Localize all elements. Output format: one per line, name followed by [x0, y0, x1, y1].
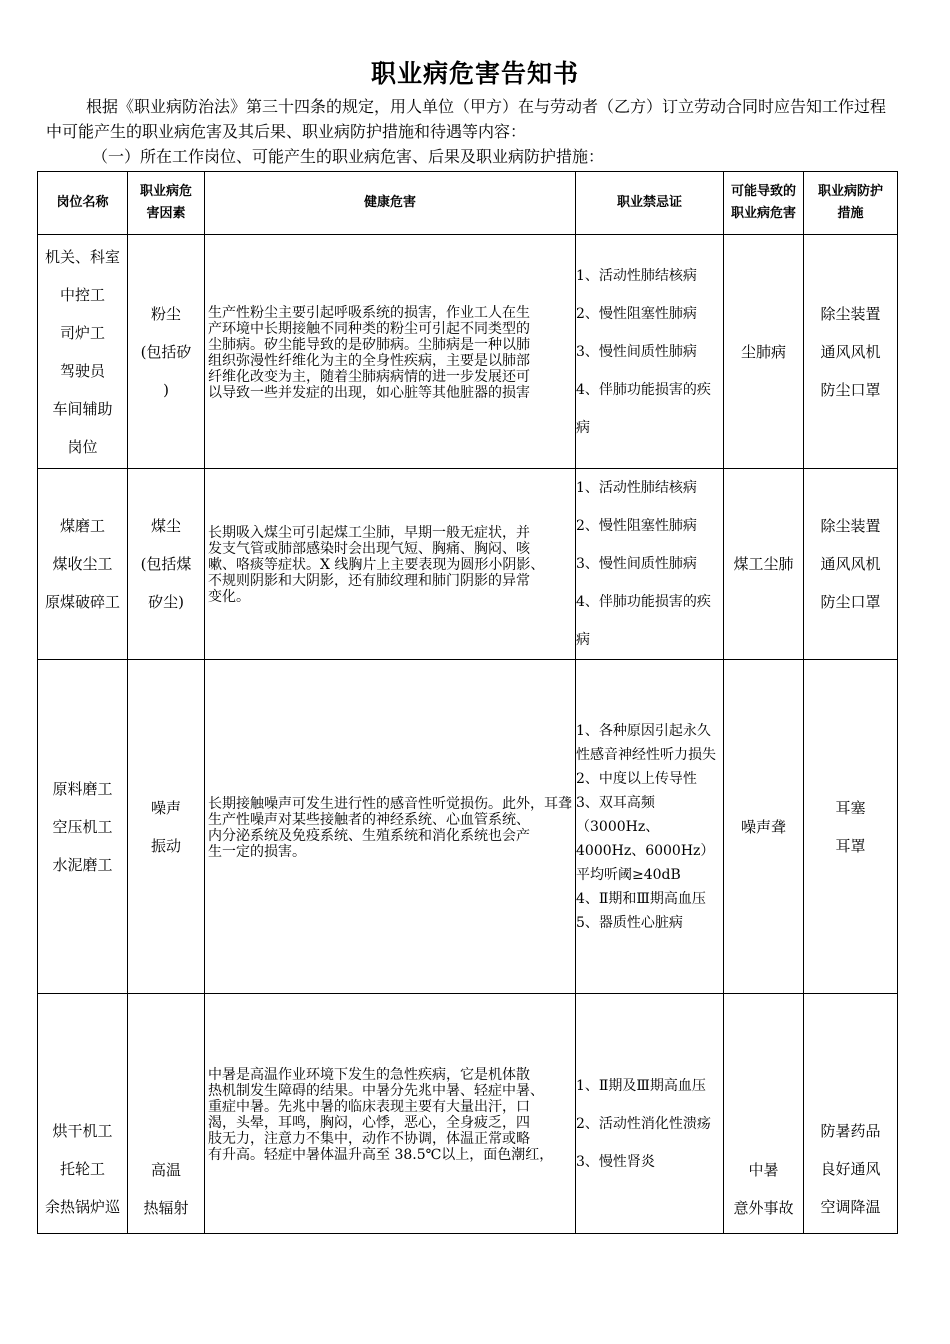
cell-line: 发支气管或肺部感染时会出现气短、胸痛、胸闷、咳 [208, 541, 530, 557]
cell-line: 机关、科室 [44, 247, 120, 266]
header-disease: 可能导致的职业病危害 [724, 172, 804, 235]
factor-cell [128, 994, 205, 1234]
cell-line: ) [163, 380, 169, 399]
cell-line: 生产性噪声对某些接触者的神经系统、心血管系统、 [208, 811, 530, 828]
cell-line: 原煤破碎工 [44, 593, 120, 611]
protection-cell [804, 994, 898, 1234]
cell-line: 1、活动性肺结核病 [576, 267, 697, 284]
cell-line: 3、慢性间质性肺病 [576, 556, 697, 572]
intro-paragraph: 根据《职业病防治法》第三十四条的规定，用人单位（甲方）在与劳动者（乙方）订立劳动合同时应告知工作过程中可能产生的职业病危害及其后果、职业病防护措施和待遇等内容： [46, 97, 887, 141]
cell-line: 中暑是高温作业环境下发生的急性疾病，它是机体散 [208, 1066, 530, 1083]
cell-line: 振动 [150, 836, 181, 855]
cell-line: 3、双耳高频 [576, 794, 655, 811]
cell-line: 通风风机 [820, 342, 881, 361]
cell-line: (包括矽 [140, 342, 192, 361]
cell-line: 矽尘) [148, 593, 184, 611]
cell-line: 热机制发生障碍的结果。中暑分先兆中暑、轻症中暑、 [208, 1082, 544, 1099]
cell-line: 噪声 [150, 798, 181, 817]
cell-line: 中控工 [59, 285, 105, 304]
document-title: 职业病危害告知书 [370, 59, 579, 88]
protection-cell [804, 235, 898, 469]
contraindication-cell [576, 994, 724, 1234]
cell-line: 驾驶员 [59, 361, 105, 380]
contraindication-cell [576, 469, 724, 660]
cell-line: 空调降温 [820, 1197, 881, 1216]
cell-line: 2、活动性消化性溃疡 [576, 1115, 711, 1132]
cell-line: 渴，头晕，耳鸣，胸闷，心悸，恶心，全身疲乏，四 [208, 1114, 530, 1131]
cell-line: 通风风机 [820, 555, 881, 573]
cell-line: 原料磨工 [52, 779, 113, 798]
health-cell [205, 994, 576, 1234]
cell-line: 2、慢性阻塞性肺病 [576, 305, 697, 322]
header-job: 岗位名称 [38, 172, 128, 235]
cell-line: 3、慢性肾炎 [576, 1153, 655, 1170]
cell-line: 司炉工 [59, 323, 105, 342]
cell-line: 2、中度以上传导性 [576, 770, 697, 787]
cell-line: 长期吸入煤尘可引起煤工尘肺，早期一般无症状，并 [208, 525, 530, 541]
contraindication-cell [576, 660, 724, 994]
cell-line: 以导致一些并发症的出现，如心脏等其他脏器的损害 [208, 384, 530, 401]
cell-line: 1、Ⅱ期及Ⅲ期高血压 [576, 1077, 706, 1094]
cell-line: 良好通风 [820, 1159, 881, 1178]
health-cell [205, 235, 576, 469]
job-cell [38, 660, 128, 994]
cell-line: 水泥磨工 [52, 855, 113, 874]
cell-line: 4、Ⅱ期和Ⅲ期高血压 [576, 890, 706, 907]
cell-line: 防尘口罩 [820, 593, 881, 611]
cell-line: 除尘装置 [820, 304, 881, 323]
cell-line: 高温 [150, 1160, 181, 1179]
cell-line: 空压机工 [52, 817, 113, 836]
cell-line: 尘肺病。矽尘能导致的是矽肺病。尘肺病是一种以肺 [208, 336, 530, 353]
cell-line: 防暑药品 [820, 1121, 881, 1140]
table-row [38, 469, 898, 660]
protection-cell [804, 660, 898, 994]
cell-line: 变化。 [208, 589, 250, 605]
factor-cell [128, 660, 205, 994]
section-heading: （一）所在工作岗位、可能产生的职业病危害、后果及职业病防护措施： [92, 147, 605, 166]
cell-line: 内分泌系统及免疫系统、生殖系统和消化系统也会产 [208, 827, 530, 844]
health-cell [205, 469, 576, 660]
cell-line: 产环境中长期接触不同种类的粉尘可引起不同类型的 [208, 320, 530, 337]
cell-line: 托轮工 [59, 1159, 105, 1178]
header-factor: 职业病危害因素 [128, 172, 205, 235]
cell-line: 噪声聋 [740, 817, 786, 836]
cell-line: 意外事故 [733, 1198, 794, 1217]
hazard-table [37, 171, 898, 1234]
header-protection: 职业病防护措施 [804, 172, 898, 235]
job-cell [38, 994, 128, 1234]
contraindication-cell [576, 235, 724, 469]
cell-line: 2、慢性阻塞性肺病 [576, 518, 697, 534]
header-contraindication: 职业禁忌证 [576, 172, 724, 235]
cell-line: 不规则阴影和大阴影，还有肺纹理和肺门阴影的异常 [208, 573, 530, 589]
cell-line: 3、慢性间质性肺病 [576, 343, 697, 360]
cell-line: 余热锅炉巡 [44, 1197, 120, 1216]
cell-line: 煤收尘工 [52, 555, 113, 573]
cell-line: 1、各种原因引起永久性感音神经性听力损失 [576, 722, 716, 763]
cell-line: （3000Hz、4000Hz、6000Hz）平均听阈≥40dB [576, 818, 715, 883]
cell-line: 1、活动性肺结核病 [576, 480, 697, 496]
job-cell [38, 469, 128, 660]
job-cell [38, 235, 128, 469]
cell-line: 煤工尘肺 [733, 555, 794, 573]
cell-line: 生产性粉尘主要引起呼吸系统的损害，作业工人在生 [208, 304, 530, 321]
factor-cell [128, 469, 205, 660]
cell-line: 防尘口罩 [820, 380, 881, 399]
cell-line: 岗位 [67, 437, 98, 456]
cell-line: 尘肺病 [740, 342, 786, 361]
cell-line: 车间辅助 [52, 399, 113, 418]
cell-line: 烘干机工 [52, 1121, 113, 1140]
cell-line: 长期接触噪声可发生进行性的感音性听觉损伤。此外，耳聋 [208, 795, 572, 812]
cell-line: 耳罩 [835, 836, 866, 855]
cell-line: 4、伴肺功能损害的疾病 [576, 381, 711, 436]
table-row [38, 660, 898, 994]
disease-cell [724, 660, 804, 994]
header-health: 健康危害 [205, 172, 576, 235]
cell-line: 肢无力，注意力不集中，动作不协调，体温正常或略 [208, 1130, 530, 1147]
cell-line: 4、伴肺功能损害的疾病 [576, 594, 711, 648]
cell-line: 热辐射 [143, 1198, 189, 1217]
cell-line: 除尘装置 [820, 517, 881, 535]
health-cell [205, 660, 576, 994]
cell-line: (包括煤 [140, 555, 192, 573]
cell-line: 耳塞 [835, 798, 866, 817]
cell-line: 5、器质性心脏病 [576, 914, 683, 931]
factor-cell [128, 235, 205, 469]
cell-line: 有升高。轻症中暑体温升高至 38.5℃以上，面色潮红， [208, 1146, 554, 1163]
disease-cell [724, 994, 804, 1234]
cell-line: 生一定的损害。 [208, 843, 306, 860]
intro-text [46, 94, 896, 169]
protection-cell [804, 469, 898, 660]
cell-line: 组织弥漫性纤维化为主的全身性疾病，主要是以肺部 [208, 352, 530, 369]
table-row [38, 994, 898, 1234]
cell-line: 纤维化改变为主，随着尘肺病病情的进一步发展还可 [208, 368, 530, 385]
disease-cell [724, 235, 804, 469]
table-header-row [38, 172, 898, 235]
cell-line: 嗽、咯痰等症状。X 线胸片上主要表现为圆形小阴影、 [208, 557, 545, 573]
cell-line: 重症中暑。先兆中暑的临床表现主要有大量出汗，口 [208, 1098, 530, 1115]
cell-line: 粉尘 [150, 304, 181, 323]
cell-line: 煤尘 [150, 517, 181, 535]
table-row [38, 235, 898, 469]
disease-cell [724, 469, 804, 660]
cell-line: 煤磨工 [59, 517, 105, 535]
cell-line: 中暑 [748, 1160, 779, 1179]
